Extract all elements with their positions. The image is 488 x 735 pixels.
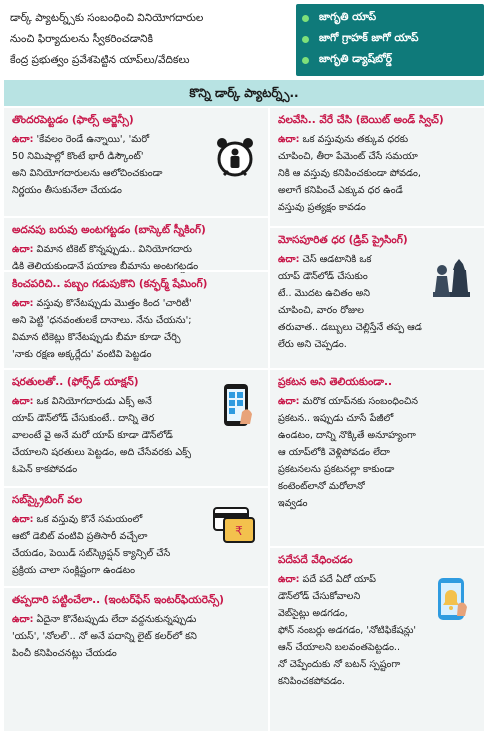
body-line: ప్రకటనలను ప్రకటనల్లా కాకుండా <box>278 464 395 475</box>
body-line: టే.. మొదట ఉచితం అని <box>278 288 371 299</box>
smartphone-apps-icon <box>212 382 258 428</box>
card-title: పదేపదే వేధించడం <box>278 554 353 566</box>
example-label: ఉదా: <box>278 396 300 407</box>
body-line: ఆన్ చేయాలని బలవంతపెట్టడం.. <box>278 642 401 653</box>
card-title: ప్రకటన అని తెలియకుండా.. <box>278 376 392 388</box>
intro-line: కేంద్ర ప్రభుత్వం ప్రవేశపెట్టిన యాప్‌లు/వేదికలు <box>10 54 190 66</box>
right-column <box>270 106 484 731</box>
card-body <box>270 393 484 512</box>
section-banner: కొన్ని డార్క్ ప్యాటర్న్స్.. <box>4 80 484 106</box>
app-label: జాగో గ్రాహక్ జాగో యాప్ <box>319 32 419 44</box>
example-label: ఉదా: <box>12 298 34 309</box>
app-label: జాగృతి యాప్ <box>319 11 377 23</box>
card-body <box>4 295 268 363</box>
card-title: తప్పదారి పట్టించేలా.. (ఇంటర్‌ఫేస్ ఇంటర్‌ఫియరెన్స్) <box>12 594 224 606</box>
body-line: పించీ కనిపించనట్లు చేయడం <box>12 648 117 659</box>
body-line: 50 నిమిషాల్లో కొంటే భారీ డిస్కౌంట్' <box>12 151 144 162</box>
body-line: డౌన్‌లోడ్ చేసుకోవాలని <box>278 591 361 602</box>
bullet-icon <box>302 57 309 64</box>
body-line: నికి ఆ వస్తువు కనిపించకుండా పోవడం, <box>278 168 421 179</box>
body-line: అని వినియోగదారులను ఆలోచించకుండా <box>12 168 163 179</box>
body-line: మరొక యాప్‌నకు సంబంధించిన <box>302 396 418 407</box>
example-label: ఉదా: <box>12 514 34 525</box>
notification-phone-icon <box>428 576 474 622</box>
body-line: చూపించి, వారం రోజుల <box>278 305 364 316</box>
card-nagging <box>270 546 484 731</box>
body-line: ఇవ్వడం <box>278 498 308 509</box>
body-line: అలాగే కనిపించే ఎక్కువ ధర ఉండే <box>278 185 403 196</box>
body-line: ఆ యాప్‌లోకి వెళ్లిపోవడం లేదా <box>278 447 390 458</box>
example-label: ఉదా: <box>278 134 300 145</box>
example-label: ఉదా: <box>12 134 34 145</box>
example-label: ఉదా: <box>12 244 34 255</box>
card-body <box>4 611 268 662</box>
body-line: చెస్ ఆడటానికి ఒక <box>302 254 372 265</box>
body-line: లేరు అని చెప్పడం. <box>278 339 347 350</box>
card-title: కించపరిచి.. పబ్బం గడుపుకొని (కన్ఫర్మ్ షేమింగ్) <box>12 278 208 290</box>
example-label: ఉదా: <box>278 254 300 265</box>
body-line: డికి తెలియకుండానే ప్రయాణ బీమాను అంటగట్టడం <box>12 261 199 272</box>
card-false-urgency <box>4 106 268 216</box>
card-confirm-shaming <box>4 270 268 368</box>
body-line: కనిపించకపోవడం. <box>278 676 345 687</box>
card-title: అదనపు బరువు అంటగట్టడం (బాస్కెట్ స్నీకింగ్) <box>12 224 206 236</box>
left-column <box>4 106 268 731</box>
body-line: విమాన టికెట్ కొన్నప్పుడు.. వినియోగదారు <box>36 244 192 255</box>
body-line: నిర్ణయం తీసుకునేలా చేయడం <box>12 185 122 196</box>
body-line: ఒక వస్తువును తక్కువ ధరకు <box>302 134 409 145</box>
app-label: జాగృతి డ్యాష్‌బోర్డ్ <box>319 53 392 65</box>
body-line: ఓపెన్ కాకపోవడం <box>12 464 78 475</box>
header <box>4 4 484 80</box>
body-line: ఫోన్ నంబర్లు అడగడం, 'నోటిఫికేషన్లు' <box>278 625 417 636</box>
card-body <box>270 131 484 216</box>
example-label: ఉదా: <box>12 614 34 625</box>
body-line: కంటెంట్‌లానో మరోలానో <box>278 481 365 492</box>
body-line: యాప్ డౌన్‌లోడ్ చేసుకుంటే.. దాన్ని తెర <box>12 413 155 424</box>
body-line: ప్రక్రియ చాలా సంక్లిష్టంగా ఉండటం <box>12 565 135 576</box>
body-line: ఉండటం, దాన్ని నొక్కితే అనూహ్యంగా <box>278 430 416 441</box>
alarm-clock-icon <box>212 134 258 180</box>
chess-pieces-icon <box>428 256 474 302</box>
card-title: మోసపూరిత ధర (డ్రిప్ ప్రైసింగ్) <box>278 234 408 246</box>
body-line: వెబ్‌సైట్లు అడగడం, <box>278 608 348 619</box>
svg-text:₹: ₹ <box>235 524 243 538</box>
body-line: ఒక వినియోగదారుడు ఎక్స్ అనే <box>36 396 152 407</box>
card-title: వలవేసి.. వేరే చేసి (బెయిట్ అండ్ స్విచ్) <box>278 114 444 126</box>
body-line: విమాన టికెట్లు కొనేటప్పుడు బీమా కూడా చేర్చి <box>12 332 181 343</box>
body-line: చేయాలని షరతులు పెట్టడం, అది చేసేవరకు ఎక్స్ <box>12 447 192 458</box>
intro-text <box>10 8 292 71</box>
body-line: చేయడం, పెయిడ్ సబ్‌స్క్రిప్షన్ క్యాన్సిల్ చేసే <box>12 548 171 559</box>
app-item-jago-grahak <box>302 29 478 50</box>
body-line: నో చెప్పేందుకు నో బటన్ స్పష్టంగా <box>278 659 401 670</box>
body-line: చూపించి, తీరా పేమెంట్ చేసే సమయా <box>278 151 418 162</box>
card-disguised-ads <box>270 368 484 546</box>
body-line: పదే పదే ఏదో యాప్ <box>302 574 376 585</box>
example-label: ఉదా: <box>278 574 300 585</box>
card-payment-icon <box>212 500 258 546</box>
body-line: 'నాకు రక్షణ అక్కర్లేదు' వంటివి పెట్టడం <box>12 349 152 360</box>
card-subscription-trap <box>4 486 268 586</box>
app-item-jagruti <box>302 8 478 29</box>
card-bait-and-switch <box>270 106 484 226</box>
body-line: 'కేవలం రెండే ఉన్నాయి', 'మరో <box>36 134 150 145</box>
card-forced-action <box>4 368 268 486</box>
body-line: వస్తువు కొనేటప్పుడు మొత్తం కింద 'చారిటీ' <box>36 298 192 309</box>
body-line: 'యస్', 'నోలల్'.. నో అనే పదాన్ని లైట్ కలర్‌లో కని <box>12 631 197 642</box>
app-item-dashboard <box>302 50 478 71</box>
bullet-icon <box>302 36 309 43</box>
body-line: అని పెట్టి 'ధనవంతులకే దానాలు. నేను చేయను'; <box>12 315 192 326</box>
intro-line: డార్క్ ప్యాటర్న్స్‌కు సంబంధించి వినియోగదారుల <box>10 12 204 24</box>
intro-line: నుంచి ఫిర్యాదులను స్వీకరించడానికి <box>10 33 153 45</box>
body-line: ఏదైనా కొనేటప్పుడు లేదా వద్దనుకున్నప్పుడు <box>36 614 197 625</box>
card-basket-sneaking <box>4 216 268 270</box>
body-line: వాలంటే వై అనే మరో యాప్ కూడా డౌన్‌లోడ్ <box>12 430 173 441</box>
body-line: ఆటో డెబిట్ వంటివి ప్రతిసారీ వచ్చేలా <box>12 531 148 542</box>
body-line: ప్రకటన.. ఇప్పుడు చూసే పేజీలో <box>278 413 394 424</box>
body-line: యాప్ డౌన్‌లోడ్ చేసుకుం <box>278 271 368 282</box>
card-drip-pricing <box>270 226 484 368</box>
bullet-icon <box>302 15 309 22</box>
card-interface-interference <box>4 586 268 731</box>
card-title: సబ్‌స్క్రైబింగ్ వల <box>12 494 83 506</box>
card-title: షరతులతో.. (ఫోర్స్‌డ్ యాక్షన్) <box>12 376 139 388</box>
example-label: ఉదా: <box>12 396 34 407</box>
apps-list <box>296 4 484 76</box>
body-line: ఒక వస్తువు కొనే సమయంలో <box>36 514 143 525</box>
body-line: తరువాత.. డబ్బులు చెల్లిస్తేనే తప్ప ఆడ <box>278 322 422 333</box>
body-line: వస్తువు ప్రత్యక్షం కావడం <box>278 202 366 213</box>
card-title: తొందరపెట్టడం (ఫాల్స్ అర్జెన్సీ) <box>12 114 134 126</box>
